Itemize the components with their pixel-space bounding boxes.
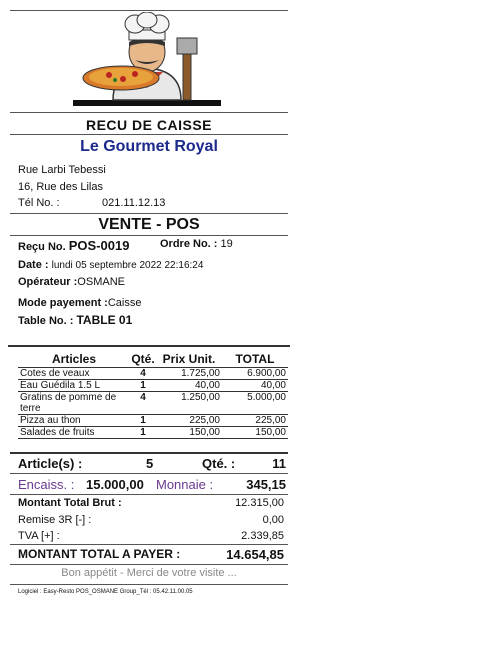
top-rule [10, 10, 288, 11]
item-total: 40,00 [222, 380, 288, 392]
articles-count: 5 [146, 456, 154, 471]
qte-value: 11 [272, 456, 286, 471]
items-header-row [18, 351, 288, 368]
tva-label: TVA [+] : [18, 530, 60, 542]
item-qty: 1 [130, 415, 156, 427]
item-unit-price: 225,00 [156, 415, 222, 427]
address-line2: 16, Rue des Lilas [18, 181, 103, 193]
qte-label: Qté. : [202, 456, 236, 471]
table-line [18, 313, 132, 327]
greeting-text: Bon appétit - Merci de votre visite ... [61, 567, 237, 579]
date-line [18, 259, 203, 271]
table-row [18, 380, 288, 392]
ordre-number: 19 [220, 238, 233, 250]
item-name: Cotes de veaux [18, 368, 130, 380]
phone-label: Tél No. : [18, 197, 60, 209]
recu-label: Reçu No. [18, 241, 66, 253]
item-qty: 4 [130, 392, 156, 415]
rule [10, 235, 288, 236]
header-articles: Articles [51, 352, 97, 366]
item-qty: 1 [130, 380, 156, 392]
monnaie-label: Monnaie : [156, 477, 214, 492]
restaurant-name: Le Gourmet Royal [80, 138, 218, 155]
rule [10, 213, 288, 214]
phone-value: 021.11.12.13 [102, 197, 166, 209]
item-name: Gratins de pomme de terre [18, 392, 130, 415]
receipt-header: RECU DE CAISSE [85, 117, 213, 133]
header-qty: Qté. [131, 352, 155, 366]
item-unit-price: 1.250,00 [156, 392, 222, 415]
item-total: 150,00 [222, 427, 288, 439]
item-unit-price: 150,00 [156, 427, 222, 439]
item-total: 6.900,00 [222, 368, 288, 380]
ordre-label: Ordre No. : [160, 238, 218, 250]
table-label: Table No. : [18, 315, 74, 327]
software-footer: Logiciel : Easy-Resto POS_OSMANE Group_Tél : 05.42.11.00.05 [18, 589, 193, 595]
item-qty: 4 [130, 368, 156, 380]
payment-label: Mode payement : [18, 297, 108, 309]
header-unit-price: Prix Unit. [162, 352, 216, 366]
encaiss-label: Encaiss. : [18, 477, 75, 492]
items-table [18, 351, 288, 439]
date-label: Date : [18, 259, 49, 271]
items-top-rule [8, 345, 290, 347]
total-label: MONTANT TOTAL A PAYER : [18, 547, 181, 561]
item-name: Eau Guédila 1.5 L [18, 380, 130, 392]
tva-value: 2.339,85 [241, 530, 284, 542]
rule [10, 134, 288, 135]
rule [10, 473, 288, 474]
ordre-line [160, 238, 233, 250]
recu-number: POS-0019 [68, 238, 130, 253]
summary-rule [10, 452, 288, 454]
payment-value: Caisse [107, 297, 142, 309]
total-value: 14.654,85 [226, 547, 284, 562]
remise-label: Remise 3R [-] : [18, 514, 92, 526]
articles-label: Article(s) : [18, 456, 83, 471]
date-value: lundi 05 septembre 2022 22:16:24 [51, 260, 204, 271]
brut-label: Montant Total Brut : [18, 497, 122, 509]
table-value: TABLE 01 [76, 313, 133, 327]
item-unit-price: 40,00 [156, 380, 222, 392]
remise-value: 0,00 [262, 514, 284, 526]
item-qty: 1 [130, 427, 156, 439]
operator-label: Opérateur : [18, 276, 78, 288]
item-name: Salades de fruits [18, 427, 130, 439]
item-total: 225,00 [222, 415, 288, 427]
operator-line [18, 276, 125, 288]
address-line1: Rue Larbi Tebessi [18, 164, 106, 176]
rule [10, 544, 288, 545]
rule [10, 112, 288, 113]
rule [10, 494, 288, 495]
item-unit-price: 1.725,00 [156, 368, 222, 380]
monnaie-value: 345,15 [246, 477, 286, 492]
item-name: Pizza au thon [18, 415, 130, 427]
item-total: 5.000,00 [222, 392, 288, 415]
section-title: VENTE - POS [98, 216, 200, 233]
rule [10, 584, 288, 585]
header-total: TOTAL [235, 352, 275, 366]
table-row [18, 427, 288, 439]
rule [10, 564, 288, 565]
table-row [18, 392, 288, 415]
table-row [18, 368, 288, 380]
table-row [18, 415, 288, 427]
payment-line [18, 297, 141, 309]
brut-value: 12.315,00 [235, 497, 284, 509]
recu-line [18, 238, 129, 253]
encaiss-value: 15.000,00 [86, 477, 144, 492]
operator-value: OSMANE [77, 276, 125, 288]
chef-with-pizza-logo [71, 12, 223, 108]
